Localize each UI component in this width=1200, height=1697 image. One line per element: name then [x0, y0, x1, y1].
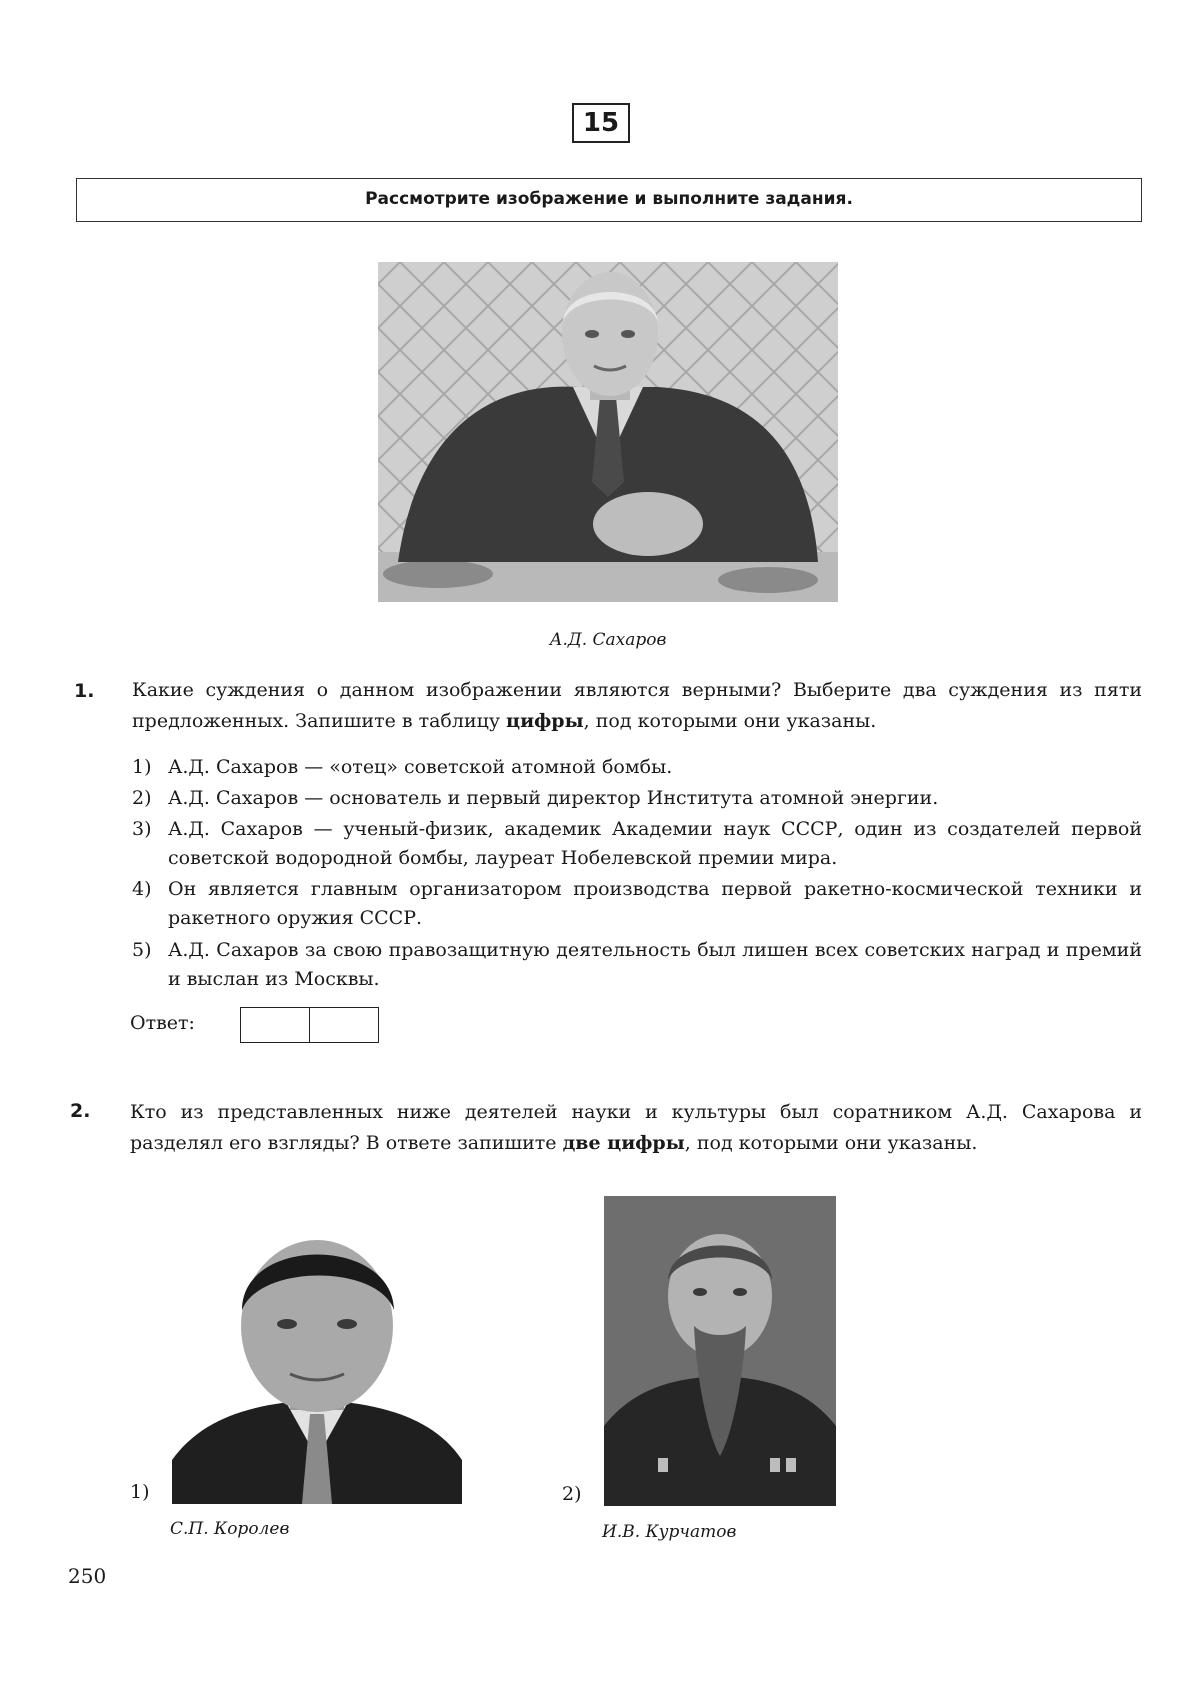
portrait-2-caption: И.В. Курчатов	[602, 1522, 737, 1542]
instruction-box: Рассмотрите изображение и выполните задания.	[76, 178, 1142, 222]
option-text: А.Д. Сахаров — ученый-физик, академик Академии наук СССР, один из создателей первой советской водородной бомбы, лауреат Нобелевской премии мира.	[168, 818, 1142, 869]
question-1-option-4	[132, 875, 1142, 933]
sakharov-photo-illustration	[378, 262, 838, 602]
portrait-1-number: 1)	[130, 1481, 150, 1503]
option-number: 3)	[132, 818, 152, 840]
sakharov-caption: А.Д. Сахаров	[549, 630, 667, 650]
question-1-option-3	[132, 815, 1142, 873]
answer-label: Ответ:	[130, 1012, 195, 1034]
option-text: А.Д. Сахаров — основатель и первый директор Института атомной энергии.	[168, 787, 939, 809]
answer-cell-1[interactable]	[241, 1008, 309, 1042]
portrait-1-caption: С.П. Королев	[170, 1519, 290, 1539]
answer-cell-2[interactable]	[309, 1008, 378, 1042]
option-number: 4)	[132, 878, 152, 900]
question-1-option-2	[132, 784, 1142, 813]
sakharov-photo	[378, 262, 838, 602]
option-number: 5)	[132, 939, 152, 961]
question-1-number: 1.	[74, 680, 95, 702]
page-number: 250	[68, 1564, 107, 1588]
question-1-option-1	[132, 753, 1142, 782]
option-text: А.Д. Сахаров за свою правозащитную деятельность был лишен всех советских наград и премий и выслан из Москвы.	[168, 939, 1142, 990]
korolev-photo	[172, 1228, 462, 1504]
question-1-option-5	[132, 936, 1142, 994]
task-number: 15	[572, 103, 630, 143]
question-1-text-after: , под которыми они указаны.	[583, 710, 877, 732]
option-text: Он является главным организатором производства первой ракетно-космической техники и ракетного оружия СССР.	[168, 878, 1142, 929]
question-1-text-before: Какие суждения о данном изображении являются верными? Выберите два суждения из пяти предложенных. Запишите в таблицу	[132, 679, 1142, 732]
question-1-text-bold: цифры	[506, 710, 584, 732]
answer-box	[240, 1007, 379, 1043]
question-2-number: 2.	[70, 1100, 91, 1122]
option-number: 2)	[132, 787, 152, 809]
option-number: 1)	[132, 756, 152, 778]
question-2-text-before: Кто из представленных ниже деятелей науки и культуры был соратником А.Д. Сахарова и разделял его взгляды? В ответе запишите	[130, 1101, 1142, 1154]
question-1-text	[132, 675, 1142, 737]
question-2-text	[130, 1097, 1142, 1159]
korolev-photo-illustration	[172, 1228, 462, 1504]
question-2-text-bold: две цифры	[562, 1132, 685, 1154]
option-text: А.Д. Сахаров — «отец» советской атомной бомбы.	[168, 756, 673, 778]
portrait-2-number: 2)	[562, 1483, 582, 1505]
kurchatov-photo-illustration	[604, 1196, 836, 1506]
kurchatov-photo	[604, 1196, 836, 1506]
question-2-text-after: , под которыми они указаны.	[684, 1132, 978, 1154]
